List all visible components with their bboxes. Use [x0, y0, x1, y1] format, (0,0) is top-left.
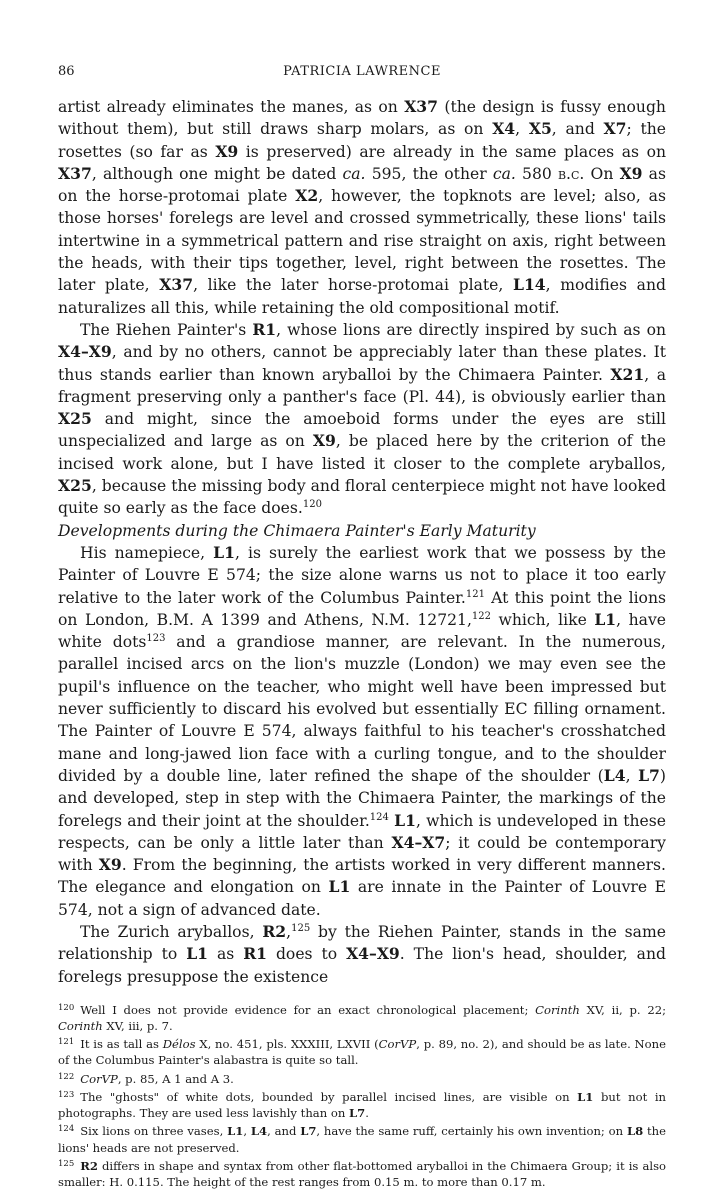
catalogue-ref: L1	[186, 944, 209, 964]
text-run: (the design is fussy enough without them), but still draws sharp molars, as on	[58, 98, 666, 139]
text-run: as on the horse-protomai plate	[58, 164, 666, 206]
paragraph	[58, 921, 666, 988]
text-run: 595, the other	[365, 164, 493, 183]
footnote-number: 125	[58, 1158, 75, 1169]
footnote	[58, 1000, 666, 1034]
text-run: It is as tall as	[80, 1037, 163, 1052]
footnote-ref: 123	[146, 633, 166, 645]
text-run: His namepiece,	[80, 543, 214, 562]
text-run: ; the rosettes (so far as	[58, 120, 666, 161]
text-run: , although one might be dated	[91, 164, 343, 183]
catalogue-ref: X9	[98, 855, 122, 875]
text-run: ,	[286, 922, 292, 941]
footnote	[58, 1034, 666, 1068]
catalogue-ref: R2	[262, 921, 287, 941]
paragraph	[58, 96, 666, 319]
footnote	[58, 1087, 666, 1121]
catalogue-ref: L1	[227, 1124, 244, 1139]
catalogue-ref: L1	[328, 877, 351, 897]
running-head	[58, 64, 666, 84]
catalogue-ref: L8	[626, 1124, 644, 1139]
italic-run: Corinth	[535, 1002, 580, 1017]
italic-run: CorVP	[80, 1071, 118, 1086]
catalogue-ref: L7	[300, 1124, 317, 1139]
text-run: the lions' heads are not preserved.	[58, 1124, 666, 1155]
text-run: are innate in the Painter of Louvre E 574, not a sign of advanced date.	[58, 878, 666, 919]
text-run: The Riehen Painter's	[80, 320, 253, 339]
italic-run: ca.	[342, 164, 366, 183]
text-run: but not in photographs. They are used less lavishly than on	[58, 1089, 667, 1121]
text-run: which, like	[491, 610, 595, 629]
text-run: ,	[625, 766, 639, 785]
page-number: 86	[58, 64, 75, 79]
text-run: ) and developed, step in step with the Chimaera Painter, the markings of the forelegs and their joint at the shoulder.	[58, 766, 666, 830]
footnote-number: 121	[58, 1037, 75, 1048]
text-run: X, no. 451, pls. XXXIII, LXVII (	[195, 1037, 379, 1052]
catalogue-ref: R2	[80, 1158, 98, 1173]
text-run: and a grandiose manner, are relevant. In the numerous, parallel incised arcs on the lion's muzzle (London) we may even see the pupil's influence on the teacher, who might well have been impressed but never sufficiently to discard his evolved but essentially EC filling ornament. The Painter of Louvre E 574, always faithful to his teacher's crosshatched mane and long-jawed lion face with a curling tongue, and to the shoulder divided by a double line, later refined the shape of the shoulder (	[58, 633, 666, 785]
section-heading: Developments during the Chimaera Painter's Early Maturity	[58, 521, 536, 540]
catalogue-ref: X37	[58, 163, 92, 183]
footnote	[58, 1069, 666, 1087]
catalogue-ref: L1	[577, 1089, 594, 1104]
catalogue-ref: L1	[213, 542, 235, 562]
catalogue-ref: R1	[252, 319, 277, 339]
text-run: ; it could be contemporary with	[58, 833, 666, 875]
catalogue-ref: L4	[603, 765, 626, 785]
text-run: , p. 85, A 1 and A 3.	[117, 1071, 234, 1086]
catalogue-ref: X5	[528, 119, 552, 139]
text-run: XV, ii, p. 22;	[579, 1002, 666, 1017]
catalogue-ref: X4–X9	[58, 342, 112, 362]
catalogue-ref: X7	[603, 119, 627, 139]
text-run: b.c.	[557, 164, 585, 183]
catalogue-ref: X25	[58, 409, 92, 429]
catalogue-ref: L14	[512, 275, 546, 295]
catalogue-ref: X4	[492, 119, 516, 139]
catalogue-ref: L7	[349, 1106, 366, 1121]
footnote-number: 124	[58, 1124, 75, 1135]
text-run: At this point the lions on London, B.M. A 1399 and Athens, N.M. 12721,	[58, 588, 666, 629]
text-run: and might, since the amoeboid forms under the eyes are still unspecialized and large as on	[58, 410, 666, 451]
text-run: , have the same ruff, certainly his own invention; on	[316, 1124, 627, 1139]
text-run: ,	[515, 120, 529, 139]
text-run: , and by no others, cannot be appreciably later than these plates. It thus stands earlier than known aryballoi by the Chimaera Painter.	[58, 343, 666, 384]
text-run: differs in shape and syntax from other flat-bottomed aryballoi in the Chimaera Group; it is also smaller: H. 0.115. The height of the rest ranges from 0.15 m. to more than 0.17 m.	[58, 1158, 666, 1189]
catalogue-ref: L7	[638, 765, 660, 785]
catalogue-ref: L1	[394, 810, 416, 830]
footnote-number: 123	[58, 1089, 75, 1100]
paragraph	[58, 542, 666, 921]
italic-run: ca.	[492, 164, 516, 183]
text-run: , have white dots	[58, 610, 667, 652]
text-run: , and	[551, 120, 604, 139]
footnote-number: 122	[58, 1071, 75, 1082]
text-run: .	[365, 1106, 369, 1121]
text-run: , modifies and naturalizes all this, while retaining the old compositional motif.	[58, 276, 667, 317]
catalogue-ref: L1	[594, 609, 617, 629]
text-run: , like the later horse-protomai plate,	[193, 276, 513, 295]
paragraph	[58, 319, 666, 520]
page	[58, 64, 666, 1190]
italic-run: Délos	[162, 1037, 196, 1052]
text-run: artist already eliminates the manes, as on	[58, 98, 405, 116]
text-run: Well I does not provide evidence for an exact chronological placement;	[80, 1002, 536, 1017]
text-run: , a fragment preserving only a panther's face (Pl. 44), is obviously earlier than	[58, 365, 666, 406]
text-run: does to	[267, 945, 347, 964]
text-run: The "ghosts" of white dots, bounded by parallel incised lines, are visible on	[80, 1089, 578, 1104]
text-run: XV, iii, p. 7.	[102, 1019, 173, 1034]
text-run: 580	[515, 164, 558, 183]
text-run: , p. 89, no. 2), and should be as late. None of the Columbus Painter's alabastra is quite so tall.	[58, 1037, 666, 1068]
catalogue-ref: X2	[295, 186, 319, 206]
footnote-number: 120	[58, 1002, 75, 1013]
footnotes	[58, 1000, 666, 1190]
catalogue-ref: R1	[243, 944, 268, 964]
footnote-ref: 120	[302, 499, 322, 511]
text-run: . From the beginning, the artists worked in very different manners. The elegance and elongation on	[58, 856, 666, 897]
text-run: , because the missing body and floral centerpiece might not have looked quite so early as the face does.	[58, 477, 666, 518]
catalogue-ref: X4–X9	[346, 944, 400, 964]
text-run: , and	[267, 1124, 301, 1139]
footnote-ref: 125	[291, 922, 311, 934]
catalogue-ref: X9	[312, 431, 336, 451]
catalogue-ref: X37	[159, 275, 194, 295]
catalogue-ref: X25	[58, 476, 92, 496]
text-run: is preserved) are already in the same places as on	[238, 142, 667, 161]
italic-run: Corinth	[58, 1019, 103, 1034]
footnote	[58, 1121, 666, 1155]
text-run: , however, the topknots are level; also, as those horses' forelegs are level and crossed symmetrically, these lions' tails intertwine in a symmetrical pattern and rise straight on axis, right between the heads, with their tips together, level, right between the rosettes. The later plate,	[58, 187, 666, 295]
footnote	[58, 1156, 666, 1190]
text-run: ,	[243, 1124, 251, 1139]
catalogue-ref: X21	[610, 364, 645, 384]
text-run: , whose lions are directly inspired by such as on	[276, 320, 666, 339]
italic-run: CorVP	[378, 1037, 417, 1052]
text-run: , be placed here by the criterion of the incised work alone, but I have listed it closer to the complete aryballos,	[58, 432, 666, 473]
footnote-ref: 121	[465, 588, 485, 600]
text-run: On	[584, 164, 620, 183]
text-run: The Zurich aryballos,	[80, 922, 263, 941]
body-text	[58, 96, 666, 988]
catalogue-ref: L4	[250, 1124, 268, 1139]
catalogue-ref: X37	[404, 97, 439, 116]
text-run: , which is undeveloped in these respects, can be only a little later than	[58, 811, 666, 852]
text-run: Six lions on three vases,	[80, 1124, 228, 1139]
text-run: . The lion's head, shoulder, and forelegs presuppose the existence	[58, 945, 666, 986]
running-title: PATRICIA LAWRENCE	[283, 64, 441, 79]
text-run: , is surely the earliest work that we possess by the Painter of Louvre E 574; the size alone warns us not to place it too early relative to the later work of the Columbus Painter.	[58, 543, 666, 607]
footnote-ref: 122	[471, 610, 492, 622]
text-run: by the Riehen Painter, stands in the same relationship to	[58, 922, 666, 964]
footnote-ref: 124	[369, 811, 389, 823]
text-run: as	[208, 945, 244, 964]
catalogue-ref: X9	[215, 141, 239, 161]
catalogue-ref: X9	[619, 163, 643, 183]
catalogue-ref: X4–X7	[391, 832, 446, 852]
